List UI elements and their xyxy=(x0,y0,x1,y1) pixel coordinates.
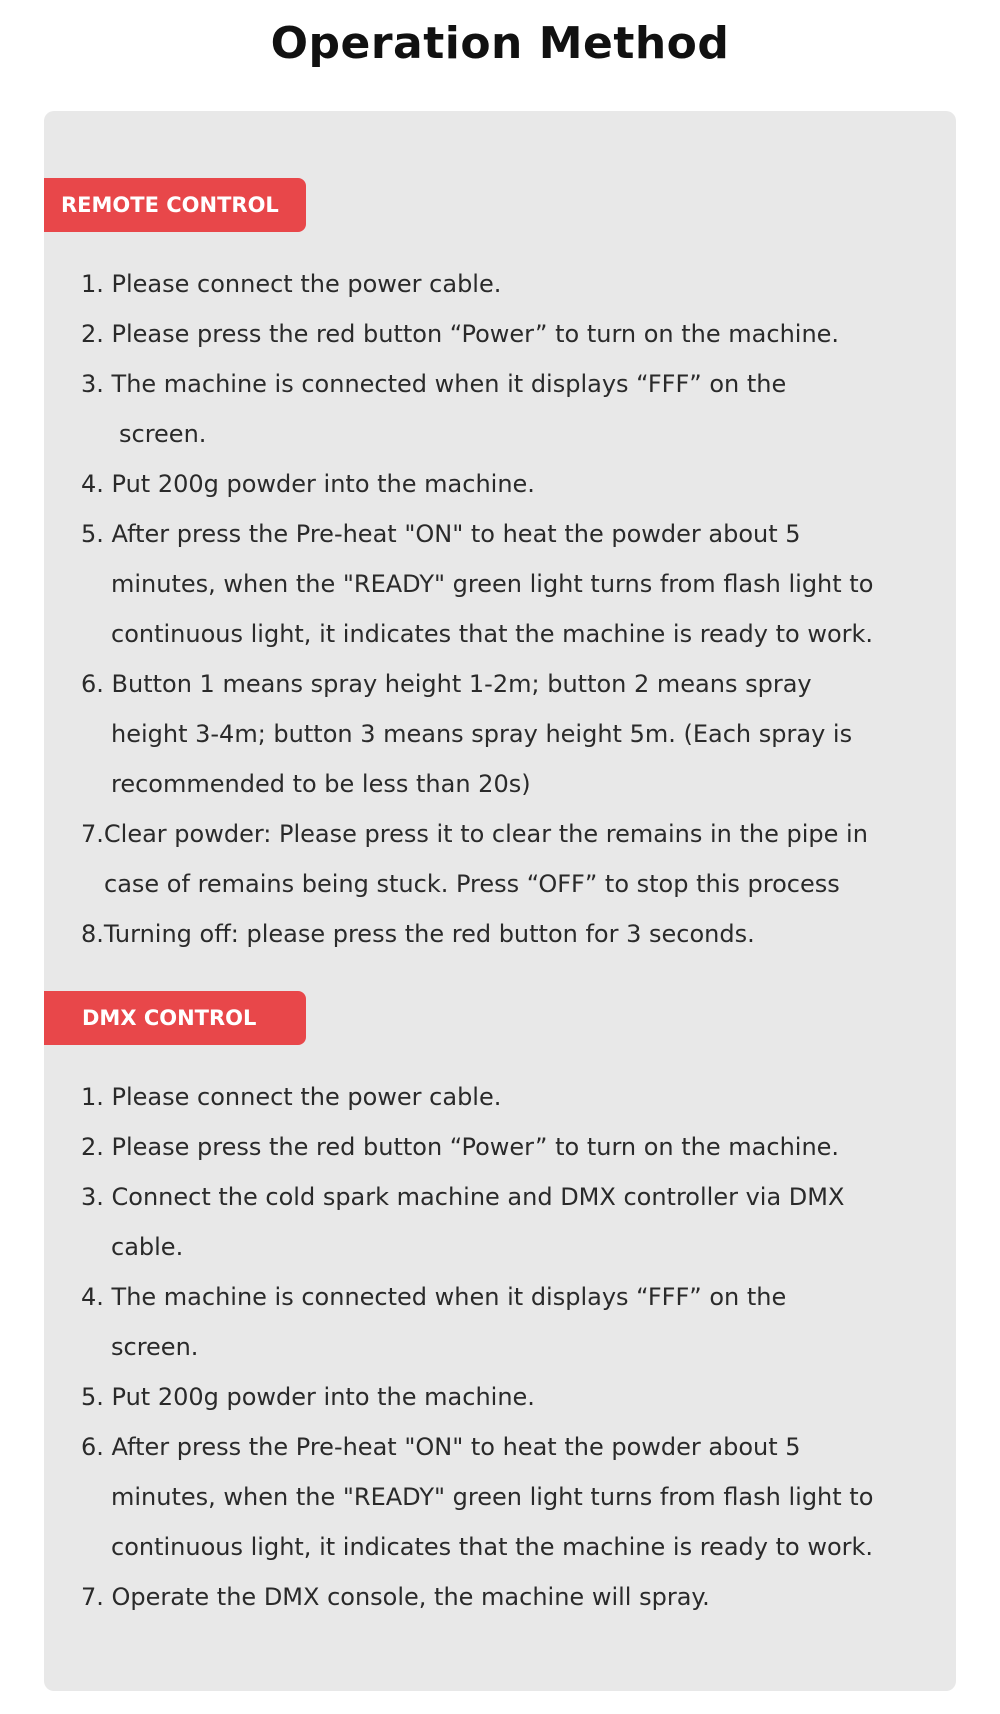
dmx-step-7: 7. Operate the DMX console, the machine will spray. xyxy=(81,1583,710,1611)
dmx-step-3-cont: cable. xyxy=(111,1233,184,1261)
remote-step-3: 3. The machine is connected when it displays “FFF” on the xyxy=(81,370,787,398)
remote-step-6-cont-2: recommended to be less than 20s) xyxy=(111,770,531,798)
dmx-step-3: 3. Connect the cold spark machine and DMX controller via DMX xyxy=(81,1183,845,1211)
remote-step-3-cont: screen. xyxy=(119,420,207,448)
dmx-step-2: 2. Please press the red button “Power” to turn on the machine. xyxy=(81,1133,840,1161)
dmx-step-4-cont: screen. xyxy=(111,1333,199,1361)
remote-step-1: 1. Please connect the power cable. xyxy=(81,270,502,298)
remote-control-tag: REMOTE CONTROL xyxy=(44,178,306,232)
remote-step-6: 6. Button 1 means spray height 1-2m; button 2 means spray xyxy=(81,670,812,698)
remote-step-2: 2. Please press the red button “Power” to turn on the machine. xyxy=(81,320,840,348)
remote-step-5-cont-1: minutes, when the "READY" green light turns from flash light to xyxy=(111,570,874,598)
remote-step-5-cont-2: continuous light, it indicates that the machine is ready to work. xyxy=(111,620,874,648)
dmx-step-4: 4. The machine is connected when it displays “FFF” on the xyxy=(81,1283,787,1311)
remote-step-4: 4. Put 200g powder into the machine. xyxy=(81,470,535,498)
dmx-step-6-cont-1: minutes, when the "READY" green light turns from flash light to xyxy=(111,1483,874,1511)
remote-step-6-cont-1: height 3-4m; button 3 means spray height 5m. (Each spray is xyxy=(111,720,853,748)
remote-step-5: 5. After press the Pre-heat "ON" to heat the powder about 5 xyxy=(81,520,801,548)
dmx-control-tag: DMX CONTROL xyxy=(44,991,306,1045)
page-title: Operation Method xyxy=(270,18,730,69)
dmx-step-6: 6. After press the Pre-heat "ON" to heat the powder about 5 xyxy=(81,1433,801,1461)
dmx-step-6-cont-2: continuous light, it indicates that the machine is ready to work. xyxy=(111,1533,874,1561)
remote-step-7-cont: case of remains being stuck. Press “OFF” to stop this process xyxy=(104,870,840,898)
remote-step-7: 7.Clear powder: Please press it to clear the remains in the pipe in xyxy=(81,820,868,848)
dmx-step-5: 5. Put 200g powder into the machine. xyxy=(81,1383,535,1411)
remote-step-8: 8.Turning off: please press the red button for 3 seconds. xyxy=(81,920,755,948)
dmx-step-1: 1. Please connect the power cable. xyxy=(81,1083,502,1111)
